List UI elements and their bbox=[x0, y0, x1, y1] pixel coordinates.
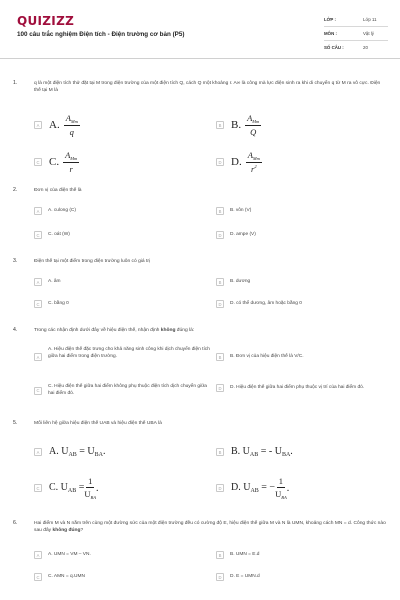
numerator-subscript: Mm bbox=[252, 119, 260, 124]
fraction-numerator: 1 bbox=[278, 476, 284, 486]
option-a[interactable] bbox=[34, 207, 76, 215]
option-d[interactable] bbox=[216, 231, 256, 239]
option-b[interactable] bbox=[216, 207, 251, 215]
numerator-symbol: A bbox=[247, 150, 253, 160]
option-formula bbox=[231, 482, 275, 494]
question-text: Điện thế tại một điểm trong điện trường luôn có giá trị bbox=[34, 259, 151, 264]
numerator-subscript: Mm bbox=[70, 156, 78, 161]
option-b[interactable] bbox=[216, 551, 259, 559]
fraction-denominator bbox=[275, 488, 287, 500]
formula-start: C. U bbox=[49, 482, 68, 493]
formula-end: . bbox=[96, 482, 99, 494]
option-letter-box: B bbox=[216, 448, 224, 456]
option-letter-box: B bbox=[216, 551, 224, 559]
option-letter-box: D bbox=[216, 300, 224, 308]
option-c[interactable] bbox=[34, 476, 99, 500]
option-letter-box: B bbox=[216, 121, 224, 129]
formula-subscript: AB bbox=[250, 488, 259, 494]
numerator-subscript: Mm bbox=[70, 119, 78, 124]
quizizz-logo: QUIZIZZ bbox=[17, 14, 75, 28]
meta-table bbox=[324, 13, 388, 54]
option-b[interactable] bbox=[216, 278, 250, 286]
fraction-denominator bbox=[251, 163, 257, 174]
formula-start: A. U bbox=[49, 446, 69, 457]
option-text: D. có thể dương, âm hoặc bằng 0 bbox=[230, 300, 302, 306]
fraction-denominator: q bbox=[69, 127, 74, 137]
option-letter-box: C bbox=[34, 231, 42, 239]
option-letter-box: B bbox=[216, 278, 224, 286]
option-text: C. AMN = q.UMN bbox=[48, 573, 85, 579]
option-letter-box: C bbox=[34, 573, 42, 581]
option-d[interactable] bbox=[216, 384, 388, 392]
meta-label: SỐ CÂU : bbox=[324, 45, 344, 50]
header bbox=[0, 0, 400, 60]
fraction bbox=[246, 150, 262, 174]
meta-value: 20 bbox=[363, 45, 368, 50]
option-letter-box: D bbox=[216, 231, 224, 239]
option-text: A. UMN = VM – VN. bbox=[48, 551, 91, 557]
option-text: B. vôn (V) bbox=[230, 207, 252, 213]
denominator-subscript: BA bbox=[281, 495, 287, 500]
option-letter-box: D bbox=[216, 573, 224, 581]
option-text: B. UMN = E.d bbox=[230, 551, 260, 557]
option-text: C. bằng 0 bbox=[48, 300, 69, 306]
option-text: B. Đơn vị của hiệu điện thế là V/C. bbox=[230, 353, 304, 359]
question-text-post: đúng là: bbox=[175, 328, 195, 333]
option-a[interactable] bbox=[34, 113, 80, 137]
option-letter-box: A bbox=[34, 207, 42, 215]
meta-row-class bbox=[324, 13, 388, 27]
option-label: C. bbox=[49, 156, 60, 168]
fraction bbox=[275, 476, 287, 500]
numerator-symbol: A bbox=[65, 113, 71, 123]
option-formula bbox=[49, 482, 84, 494]
denominator-symbol: r bbox=[251, 164, 255, 174]
formula-start: D. U bbox=[231, 482, 251, 493]
fraction-numerator bbox=[245, 113, 261, 126]
worksheet-title: 100 câu trắc nghiệm Điện tích - Điện trường cơ bản (P5) bbox=[17, 31, 185, 38]
option-label: A. bbox=[49, 119, 60, 131]
denominator-symbol: U bbox=[84, 489, 91, 499]
option-c[interactable] bbox=[34, 384, 210, 397]
question-number: 5. bbox=[13, 420, 18, 426]
question-text: Mối liên hệ giữa hiệu điện thế UAB và hiệu điện thế UBA là bbox=[34, 421, 162, 426]
option-a[interactable] bbox=[34, 551, 91, 559]
question-text: Đơn vị của điện thế là bbox=[34, 188, 82, 193]
question-number: 3. bbox=[13, 258, 18, 264]
fraction bbox=[245, 113, 261, 137]
meta-row-count bbox=[324, 41, 388, 54]
option-letter-box: C bbox=[34, 158, 42, 166]
option-b[interactable] bbox=[216, 446, 293, 458]
formula-middle: = - U bbox=[258, 446, 282, 457]
option-formula bbox=[49, 446, 106, 458]
question-text bbox=[34, 520, 386, 534]
option-letter-box: C bbox=[34, 484, 42, 492]
denominator-subscript: BA bbox=[90, 495, 97, 500]
denominator-symbol: U bbox=[275, 489, 282, 499]
option-text: D. ampe (V) bbox=[230, 231, 256, 237]
meta-value: Vật lý bbox=[363, 31, 374, 36]
formula-subscript: AB bbox=[68, 452, 77, 458]
option-text: C. Hiệu điện thế giữa hai điểm không phụ thuộc điện tích dịch chuyển giữa hai điểm đó. bbox=[48, 384, 207, 396]
fraction-numerator: 1 bbox=[88, 476, 93, 486]
option-text: B. dương bbox=[230, 278, 251, 284]
option-c[interactable] bbox=[34, 300, 69, 308]
option-letter-box: A bbox=[34, 121, 42, 129]
option-text: A. Hiệu điện thế đặc trưng cho khả năng sinh công khi dịch chuyển điện tích giữa hai điểm trong điện trường. bbox=[48, 347, 210, 359]
question-text bbox=[34, 327, 386, 334]
meta-row-subject bbox=[324, 27, 388, 41]
option-letter-box: A bbox=[34, 551, 42, 559]
fraction bbox=[84, 476, 96, 500]
option-a[interactable] bbox=[34, 446, 106, 458]
question-text-post: ? bbox=[80, 528, 84, 534]
option-letter-box: A bbox=[34, 353, 42, 361]
question-number: 1. bbox=[13, 80, 18, 86]
option-label: B. bbox=[231, 119, 242, 131]
option-a[interactable] bbox=[34, 278, 61, 286]
denominator-superscript: 2 bbox=[254, 164, 257, 169]
option-letter-box: A bbox=[34, 278, 42, 286]
option-letter-box: D bbox=[216, 158, 224, 166]
question-number: 2. bbox=[13, 187, 18, 193]
option-letter-box: C bbox=[34, 387, 42, 395]
fraction-denominator: r bbox=[69, 164, 73, 174]
question-text-pre: Trong các nhận định dưới đây về hiệu điện thế, nhận định bbox=[34, 328, 161, 333]
question-text-pre: Hai điểm M và N nằm trên cùng một đường sức của một điện trường đều có cường độ E, hiệu điện thế giữa M và N là UMN, khoảng cách MN = d. Công thức nào sau đây bbox=[34, 521, 386, 534]
question-text: q là một điện tích thử đặt tại M trong điện trường của một điện tích Q, cách Q một khoảng r. A∞ là công mà lực điện sinh ra khi di chuyển q từ M ra vô cực. Điện thế tại M là bbox=[34, 81, 381, 94]
option-d[interactable] bbox=[216, 300, 302, 308]
formula-start: B. U bbox=[231, 446, 250, 457]
option-letter-box: B bbox=[216, 207, 224, 215]
meta-value: Lớp 11 bbox=[363, 17, 377, 22]
fraction bbox=[63, 150, 79, 174]
numerator-symbol: A bbox=[65, 150, 71, 160]
option-b[interactable] bbox=[216, 113, 261, 137]
formula-subscript: AB bbox=[67, 488, 77, 494]
option-d[interactable] bbox=[216, 573, 260, 581]
option-label: D. bbox=[231, 156, 242, 168]
option-text: A. âm bbox=[48, 278, 61, 284]
option-c[interactable] bbox=[34, 150, 79, 174]
option-d[interactable] bbox=[216, 476, 289, 500]
formula-middle: = − bbox=[258, 482, 276, 493]
option-b[interactable] bbox=[216, 353, 388, 361]
option-letter-box: A bbox=[34, 448, 42, 456]
option-text: A. culong (C) bbox=[48, 207, 76, 213]
option-letter-box: D bbox=[216, 384, 224, 392]
numerator-symbol: A bbox=[247, 113, 253, 123]
option-c[interactable] bbox=[34, 573, 85, 581]
meta-label: MÔN : bbox=[324, 31, 337, 36]
meta-label: LỚP : bbox=[324, 17, 336, 22]
formula-middle: = U bbox=[76, 446, 95, 457]
formula-end: . bbox=[290, 446, 293, 457]
option-letter-box: D bbox=[216, 484, 224, 492]
formula-end: . bbox=[103, 446, 106, 457]
option-text: D. E = UMN.d bbox=[230, 573, 260, 579]
fraction-denominator: Q bbox=[250, 127, 257, 137]
option-d[interactable] bbox=[216, 150, 262, 174]
question-number: 6. bbox=[13, 520, 18, 526]
formula-subscript: BA bbox=[281, 452, 291, 458]
fraction-denominator bbox=[84, 488, 96, 500]
fraction-numerator bbox=[64, 113, 80, 126]
formula-middle: = bbox=[76, 482, 85, 493]
fraction-numerator bbox=[63, 150, 79, 163]
option-a[interactable] bbox=[34, 347, 210, 361]
formula-subscript: AB bbox=[249, 452, 259, 458]
option-text: D. Hiệu điện thế giữa hai điểm phụ thuộc vị trí của hai điểm đó. bbox=[230, 384, 365, 390]
fraction-numerator bbox=[246, 150, 262, 163]
question-number: 4. bbox=[13, 327, 18, 333]
option-text: C. oát (W) bbox=[48, 231, 70, 237]
question-text-emphasis: không bbox=[160, 328, 176, 333]
option-letter-box: B bbox=[216, 353, 224, 361]
question-text-emphasis: không đúng bbox=[52, 528, 81, 534]
header-divider bbox=[0, 58, 400, 59]
option-formula bbox=[231, 446, 293, 458]
numerator-subscript: Mm bbox=[252, 156, 260, 161]
option-letter-box: C bbox=[34, 300, 42, 308]
fraction bbox=[64, 113, 80, 137]
formula-subscript: BA bbox=[94, 452, 104, 458]
option-c[interactable] bbox=[34, 231, 70, 239]
formula-end: . bbox=[286, 482, 290, 494]
